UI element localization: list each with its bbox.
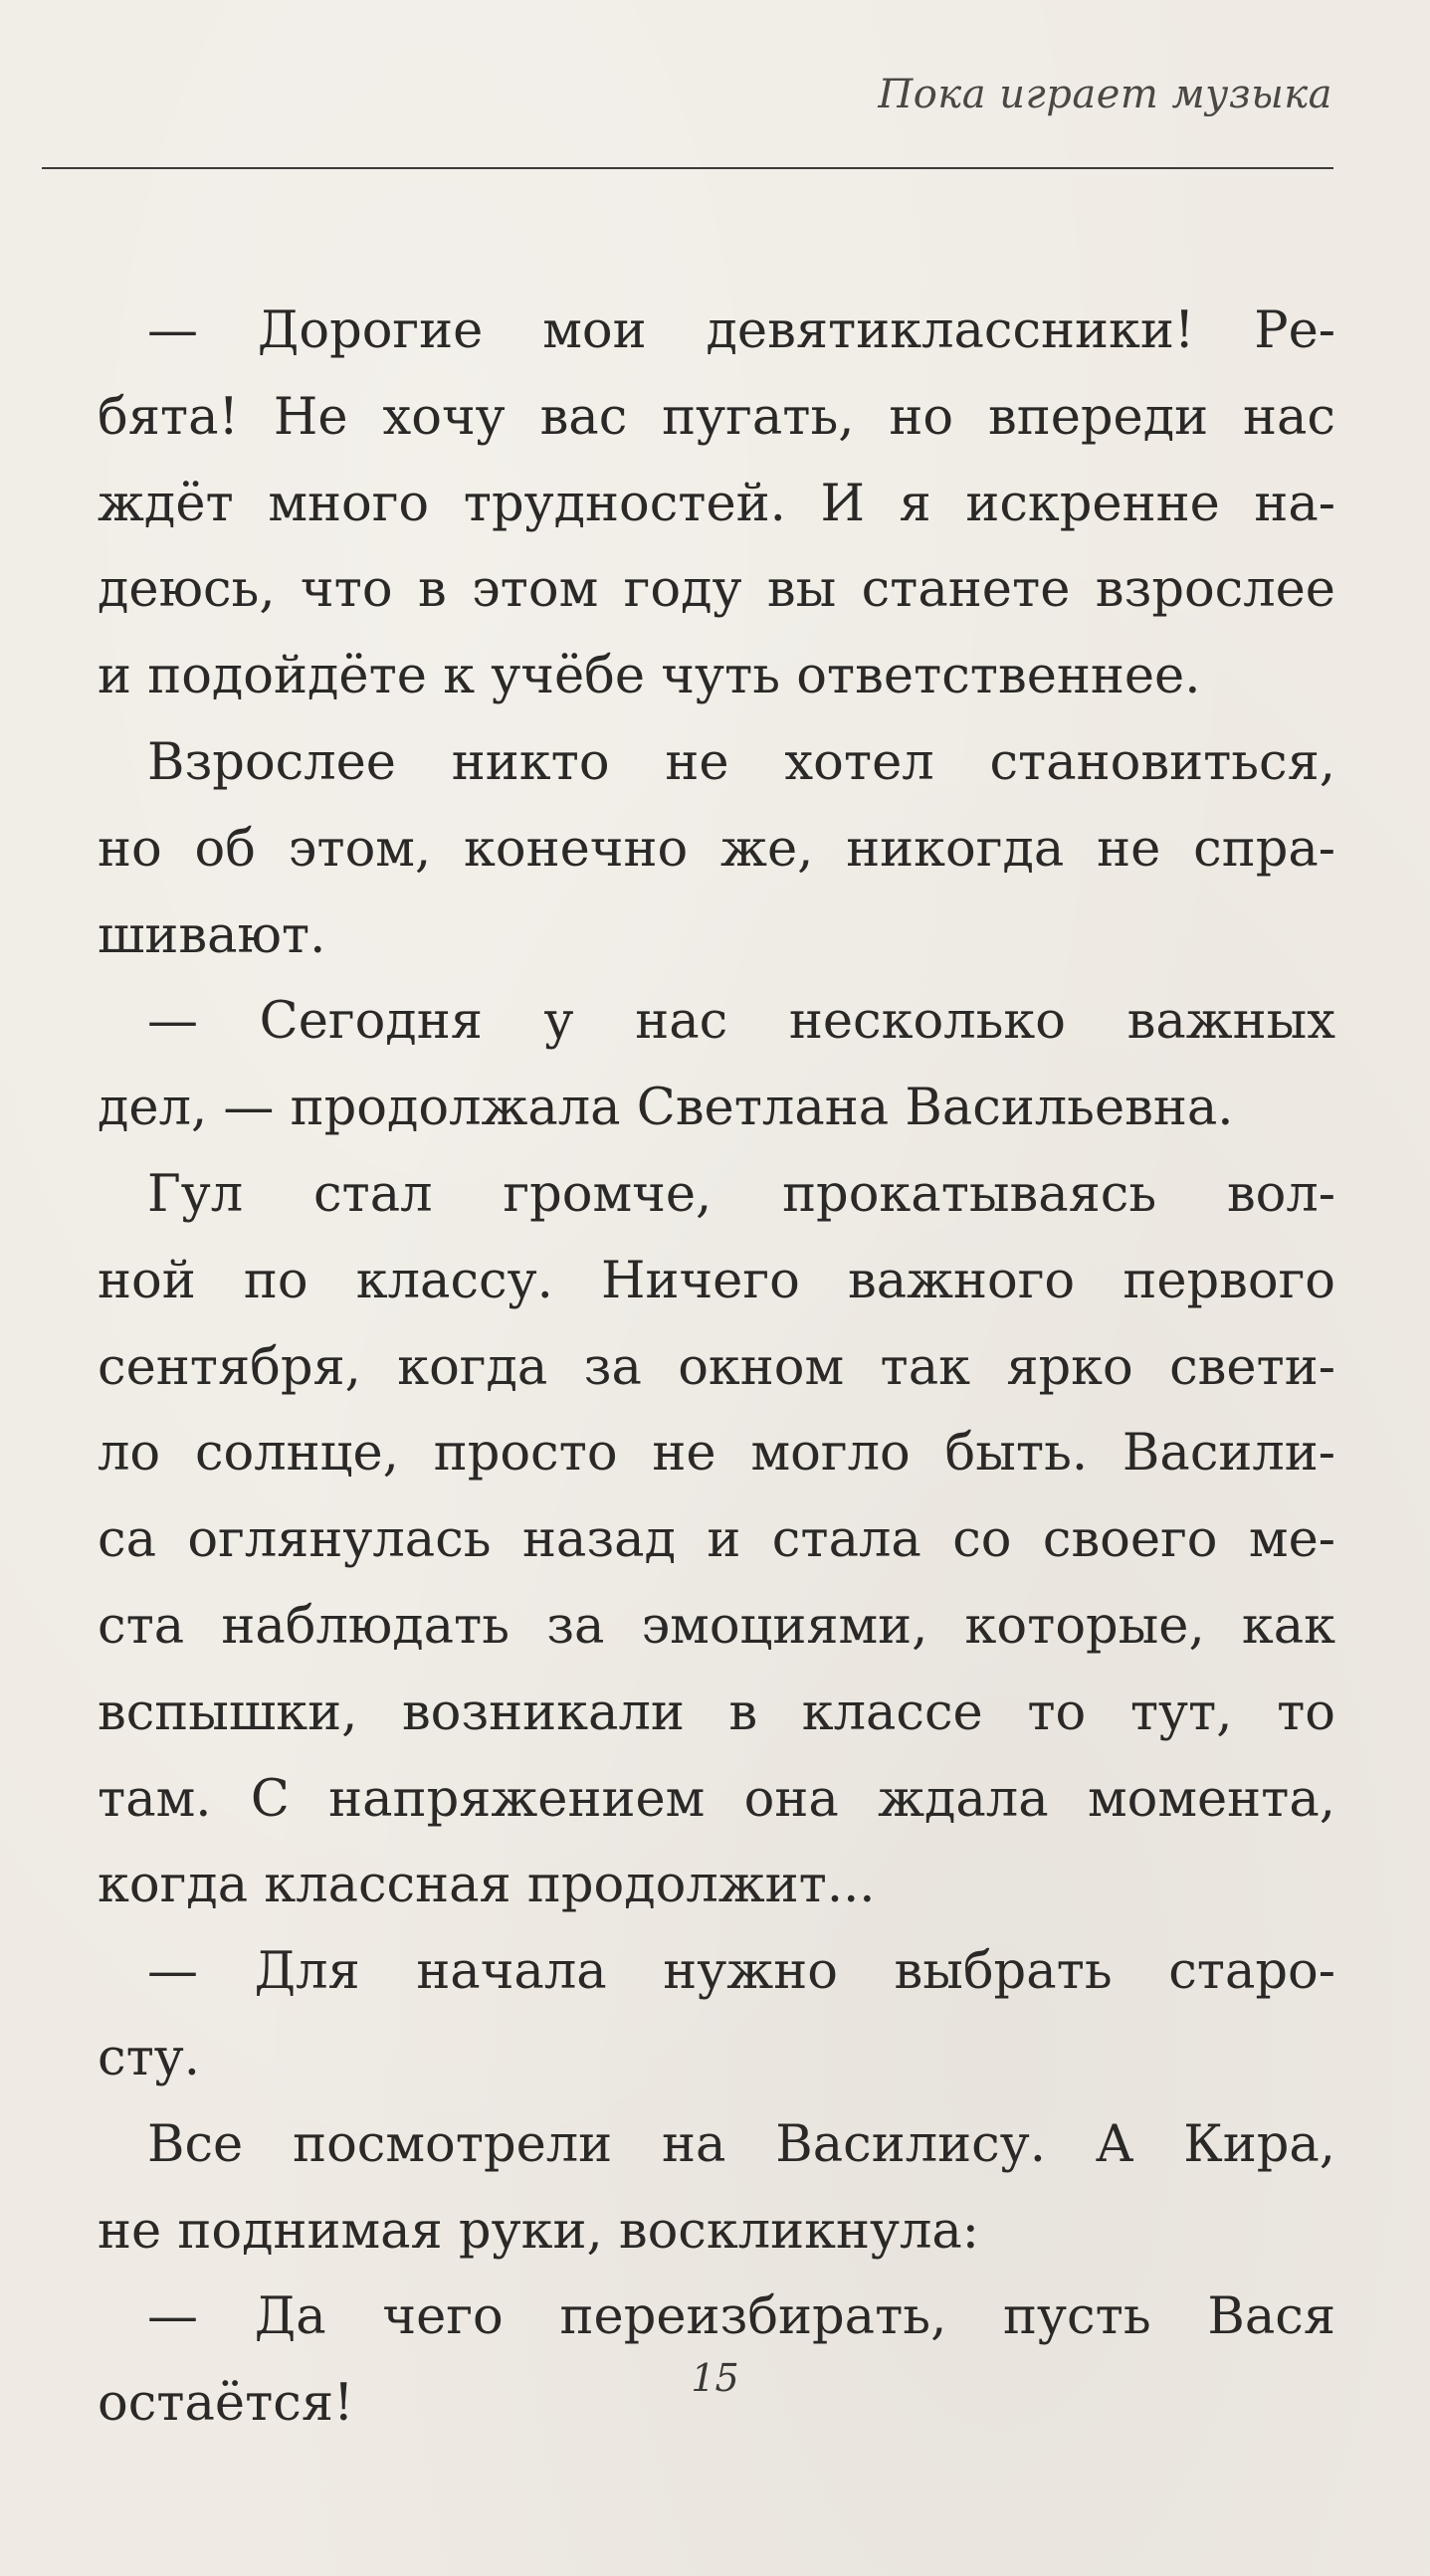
text-line: деюсь, что в этом году вы станете взрослее: [98, 560, 1335, 620]
text-line: ждёт много трудностей. И я искренне на-: [98, 474, 1335, 533]
text-line: и подойдёте к учёбе чуть ответственнее.: [98, 647, 1201, 706]
text-line: Взрослее никто не хотел становиться,: [147, 732, 1335, 792]
text-line: ло солнце, просто не могло быть. Васили-: [98, 1424, 1335, 1484]
text-line: са оглянулась назад и стала со своего ме-: [98, 1510, 1335, 1570]
text-line: остаётся!: [98, 2374, 354, 2434]
text-line: бята! Не хочу вас пугать, но впереди нас: [98, 387, 1335, 447]
header-rule: [42, 167, 1333, 169]
text-line: сту.: [98, 2028, 200, 2087]
body-text: [98, 289, 1335, 2448]
text-line: сентября, когда за окном так ярко свети-: [98, 1337, 1335, 1397]
text-line: — Для начала нужно выбрать старо-: [147, 1942, 1335, 2002]
page-number: 15: [691, 2356, 739, 2400]
text-line: дел, — продолжала Светлана Васильевна.: [98, 1079, 1234, 1138]
text-line: ста наблюдать за эмоциями, которые, как: [98, 1596, 1335, 1656]
text-line: но об этом, конечно же, никогда не спра-: [98, 819, 1335, 879]
text-line: ной по классу. Ничего важного первого: [98, 1251, 1335, 1310]
text-line: вспышки, возникали в классе то тут, то: [98, 1683, 1335, 1742]
running-header: Пока играет музыка: [878, 72, 1332, 117]
text-line: когда классная продолжит...: [98, 1856, 876, 1915]
text-line: Гул стал громче, прокатываясь вол-: [147, 1164, 1335, 1224]
text-line: там. С напряжением она ждала момента,: [98, 1769, 1335, 1829]
text-line: не поднимая руки, воскликнула:: [98, 2201, 979, 2261]
text-line: шивают.: [98, 905, 326, 965]
text-line: — Да чего переизбирать, пусть Вася: [147, 2287, 1335, 2347]
text-line: Все посмотрели на Василису. А Кира,: [147, 2114, 1335, 2174]
text-line: — Сегодня у нас несколько важных: [147, 992, 1335, 1052]
text-line: — Дорогие мои девятиклассники! Ре-: [147, 301, 1335, 360]
